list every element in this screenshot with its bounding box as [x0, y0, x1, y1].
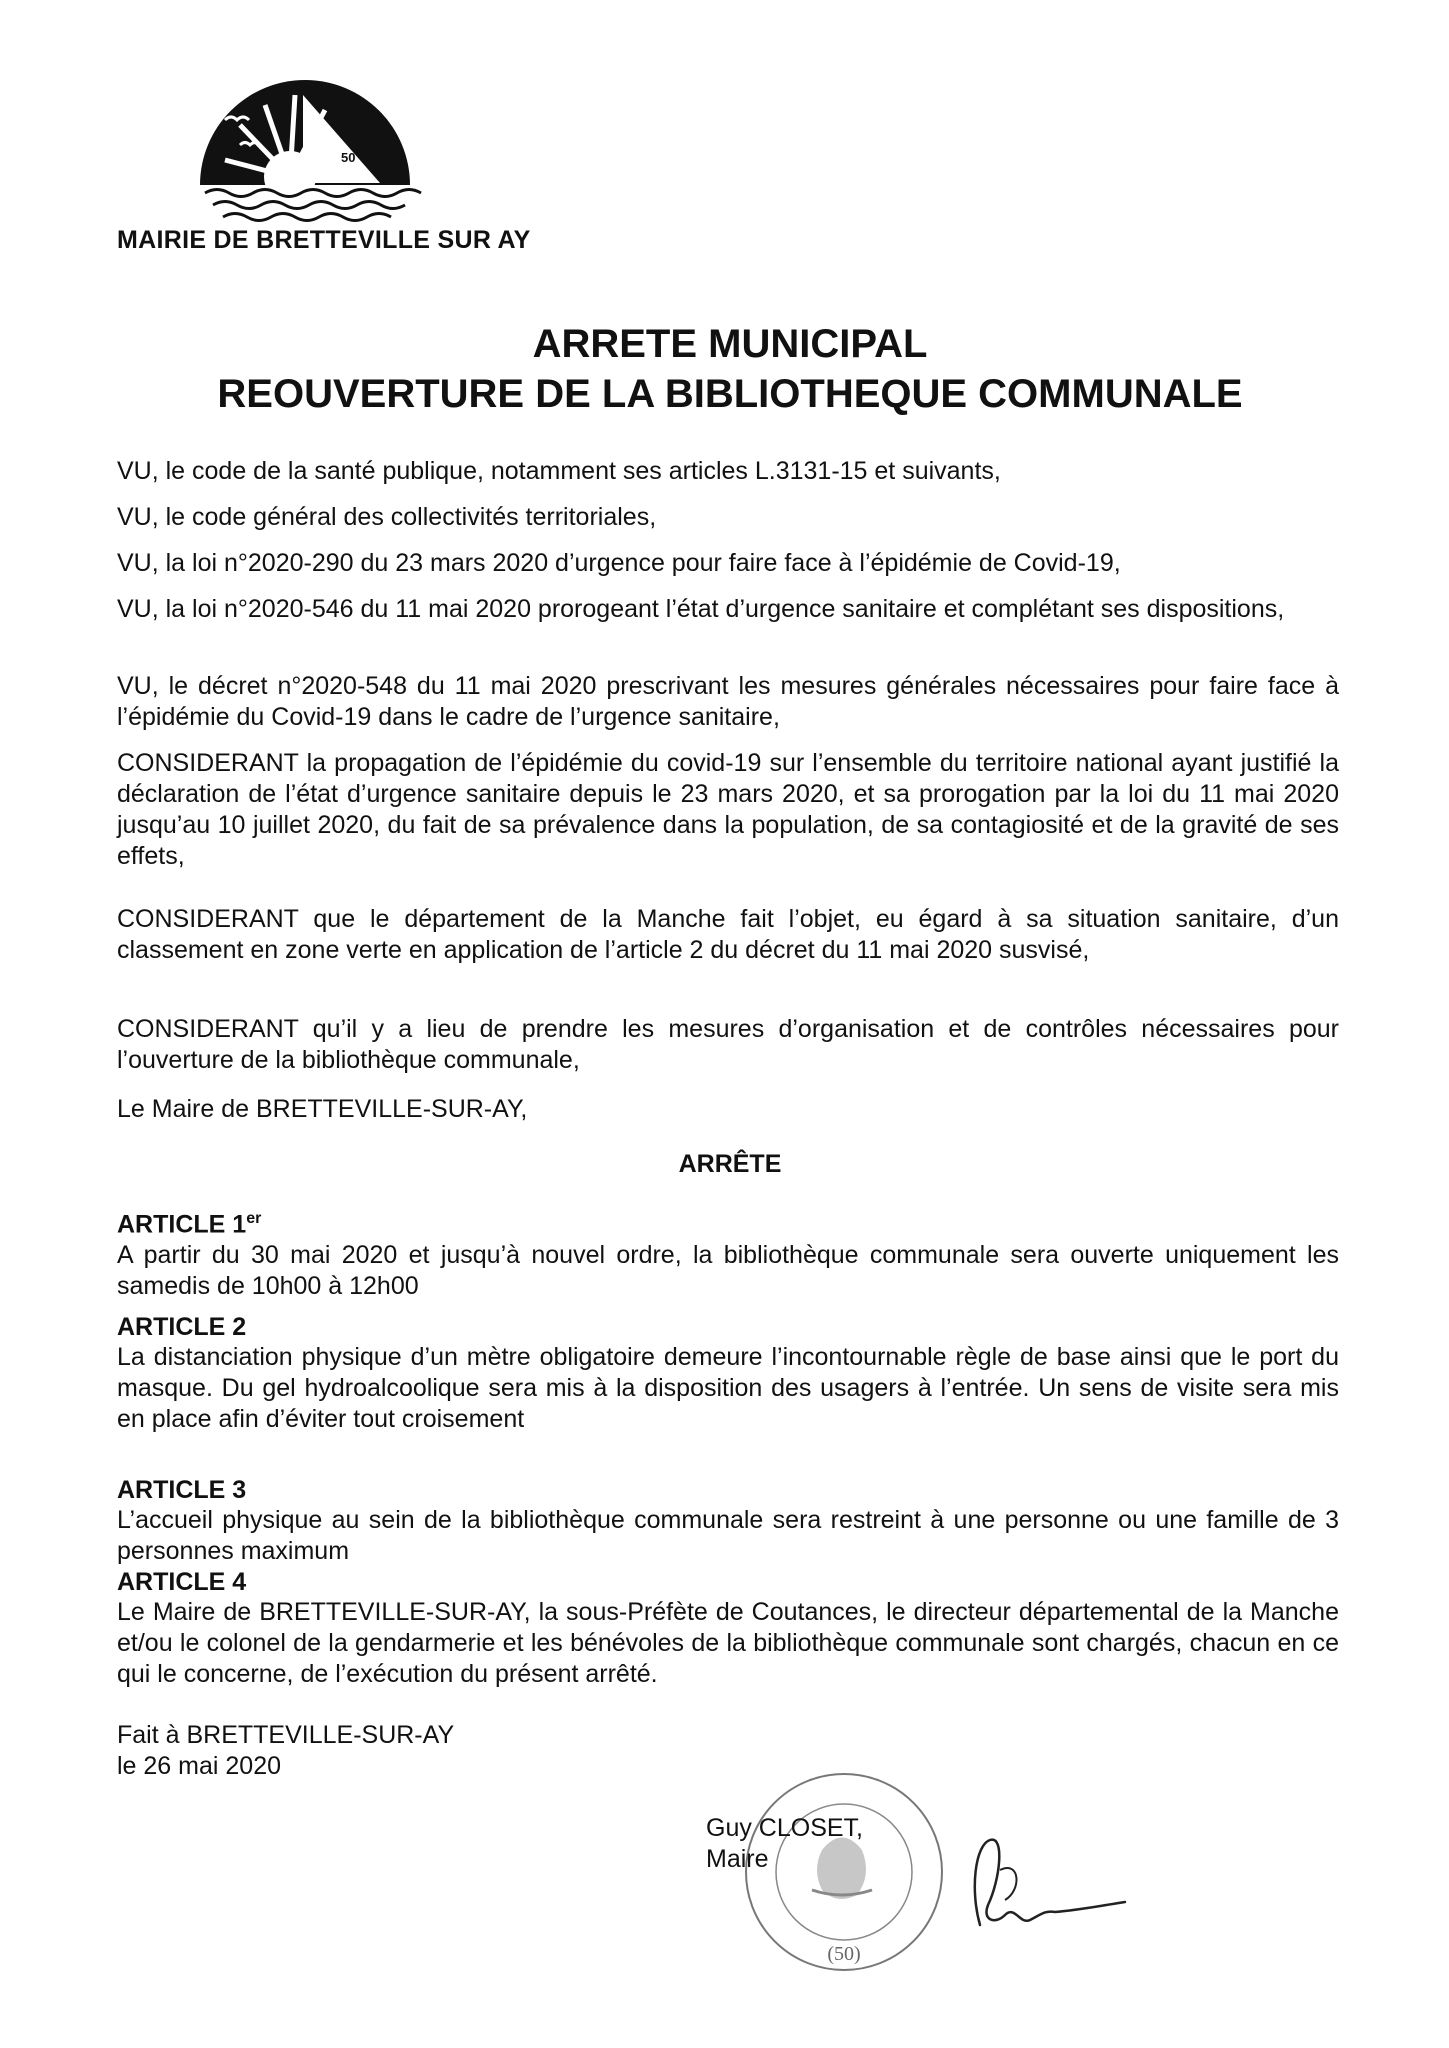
preamble-vu-3: VU, la loi n°2020-290 du 23 mars 2020 d’urgence pour faire face à l’épidémie de Covid-19,: [117, 549, 1121, 577]
preamble-vu-4: VU, la loi n°2020-546 du 11 mai 2020 prorogeant l’état d’urgence sanitaire et complétant ses dispositions,: [117, 595, 1285, 623]
svg-text:(50): (50): [827, 1943, 861, 1965]
place-and-date: [117, 1720, 454, 1782]
date: le 26 mai 2020: [117, 1752, 282, 1780]
arrete-heading: ARRÊTE: [678, 1150, 782, 1178]
mairie-logo: [185, 65, 425, 235]
preamble-considerant-2: CONSIDERANT que le département de la Manche fait l’objet, eu égard à sa situation sanitaire, d’un classement en zone verte en application de l’article 2 du décret du 11 mai 2020 susvisé,: [117, 905, 1339, 964]
signer-role: Maire: [706, 1845, 769, 1873]
signatory-block: [706, 1813, 863, 1875]
article-4-text: Le Maire de BRETTEVILLE-SUR-AY, la sous-Préfète de Coutances, le directeur départemental de la Manche et/ou le colonel de la gendarmerie et les bénévoles de la bibliothèque communale sont chargés, chacun en ce qui le concerne, de l’exécution du présent arrêté.: [117, 1598, 1339, 1688]
svg-text:50: 50: [341, 150, 356, 165]
preamble-considerant-1: CONSIDERANT la propagation de l’épidémie du covid-19 sur l’ensemble du territoire national ayant justifié la déclaration de l’état d’urgence sanitaire depuis le 23 mars 2020, et sa prorogation par la loi du 11 mai 2020 jusqu’au 10 juillet 2020, du fait de sa prévalence dans la population, de sa contagiosité et de la gravité de ses effets,: [117, 749, 1339, 870]
article-1-heading: ARTICLE 1er: [117, 1210, 262, 1239]
signer-name: Guy CLOSET,: [706, 1814, 863, 1842]
document-subtitle: REOUVERTURE DE LA BIBLIOTHEQUE COMMUNALE: [217, 372, 1243, 416]
preamble-vu-2: VU, le code général des collectivités territoriales,: [117, 503, 657, 531]
mairie-name: MAIRIE DE BRETTEVILLE SUR AY: [117, 226, 531, 254]
article-2-heading: ARTICLE 2: [117, 1313, 247, 1341]
document-title: ARRETE MUNICIPAL: [532, 322, 928, 366]
preamble-vu-1: VU, le code de la santé publique, notamment ses articles L.3131-15 et suivants,: [117, 457, 1001, 485]
article-3-text: L’accueil physique au sein de la bibliothèque communale sera restreint à une personne ou une famille de 3 personnes maximum: [117, 1506, 1339, 1565]
handwritten-signature: [960, 1830, 1130, 1940]
article-1-text: A partir du 30 mai 2020 et jusqu’à nouvel ordre, la bibliothèque communale sera ouverte uniquement les samedis de 10h00 à 12h00: [117, 1241, 1339, 1300]
preamble-considerant-3: CONSIDERANT qu’il y a lieu de prendre les mesures d’organisation et de contrôles nécessaires pour l’ouverture de la bibliothèque communale,: [117, 1015, 1339, 1074]
article-4-heading: ARTICLE 4: [117, 1568, 247, 1596]
place: Fait à BRETTEVILLE-SUR-AY: [117, 1721, 455, 1749]
article-2-text: La distanciation physique d’un mètre obligatoire demeure l’incontournable règle de base ainsi que le port du masque. Du gel hydroalcoolique sera mis à la disposition des usagers à l’entrée. Un sens de visite sera mis en place afin d’éviter tout croisement: [117, 1343, 1339, 1433]
article-3-heading: ARTICLE 3: [117, 1476, 247, 1504]
preamble-vu-5: VU, le décret n°2020-548 du 11 mai 2020 prescrivant les mesures générales nécessaires pour faire face à l’épidémie du Covid-19 dans le cadre de l’urgence sanitaire,: [117, 672, 1339, 731]
preamble-maire: Le Maire de BRETTEVILLE-SUR-AY,: [117, 1095, 528, 1123]
